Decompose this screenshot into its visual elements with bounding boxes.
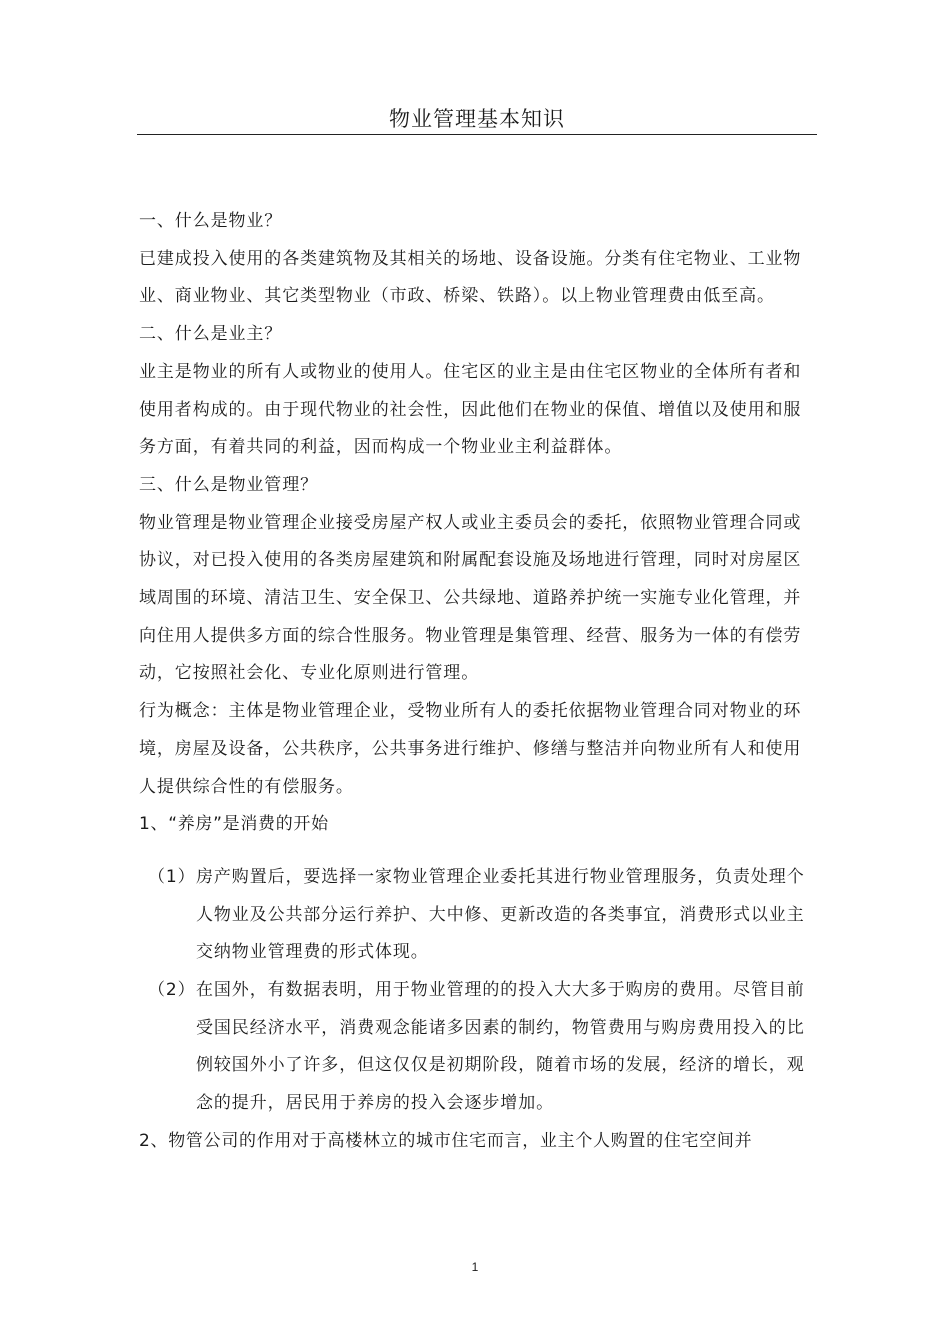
item-text: 物管公司的作用对于高楼林立的城市住宅而言，业主个人购置的住宅空间并 — [168, 1130, 753, 1151]
numbered-item-1 — [139, 806, 815, 844]
paragraph-behavior-concept: 行为概念：主体是物业管理企业，受物业所有人的委托依据物业管理合同对物业的环境，房屋及设备，公共秩序，公共事务进行维护、修缮与整洁并向物业所有人和使用人提供综合性的有偿服务。 — [139, 701, 802, 797]
sub-item-text: 房产购置后，要选择一家物业管理企业委托其进行物业管理服务，负责处理个人物业及公共部分运行养护、大中修、更新改造的各类事宜，消费形式以业主交纳物业管理费的形式体现。 — [196, 866, 805, 963]
sub-item-text: 在国外，有数据表明，用于物业管理的的投入大大多于购房的费用。尽管目前受国民经济水平，消费观念能诸多因素的制约，物管费用与购房费用投入的比例较国外小了许多，但这仅仅是初期阶段，随着市场的发展，经济的增长，观念的提升，居民用于养房的投入会逐步增加。 — [196, 980, 805, 1114]
paragraph-owner-definition: 业主是物业的所有人或物业的使用人。住宅区的业主是由住宅区物业的全体所有者和使用者构成的。由于现代物业的社会性，因此他们在物业的保值、增值以及使用和服务方面，有着共同的利益，因而构成一个物业业主利益群体。 — [139, 361, 802, 458]
heading-what-is-owner: 二、什么是业主？ — [139, 324, 283, 345]
sub-item-marker: （2） — [148, 980, 196, 1001]
page-number: 1 — [471, 1260, 479, 1274]
sub-item-1 — [139, 859, 815, 972]
title-underline — [137, 134, 817, 135]
heading-what-is-property-management: 三、什么是物业管理？ — [139, 474, 318, 495]
document-title: 物业管理基本知识 — [389, 107, 565, 131]
item-number: 1、 — [139, 814, 169, 835]
paragraph-property-definition: 已建成投入使用的各类建筑物及其相关的场地、设备设施。分类有住宅物业、工业物业、商业物业、其它类型物业（市政、桥梁、铁路）。以上物业管理费由低至高。 — [139, 248, 802, 307]
item-number: 2、 — [139, 1130, 169, 1151]
heading-what-is-property: 一、什么是物业？ — [139, 211, 283, 231]
sub-item-marker: （1） — [148, 866, 196, 887]
sub-item-2 — [139, 972, 815, 1123]
numbered-item-2 — [139, 1123, 815, 1161]
item-text: “养房”是消费的开始 — [168, 814, 329, 835]
paragraph-property-management-definition: 物业管理是物业管理企业接受房屋产权人或业主委员会的委托，依照物业管理合同或协议，对已投入使用的各类房屋建筑和附属配套设施及场地进行管理，同时对房屋区域周围的环境、清洁卫生、安全保卫、公共绿地、道路养护统一实施专业化管理，并向住用人提供多方面的综合性服务。物业管理是集管理、经营、服务为一体的有偿劳动，它按照社会化、专业化原则进行管理。 — [139, 512, 802, 684]
document-body — [139, 203, 815, 1161]
